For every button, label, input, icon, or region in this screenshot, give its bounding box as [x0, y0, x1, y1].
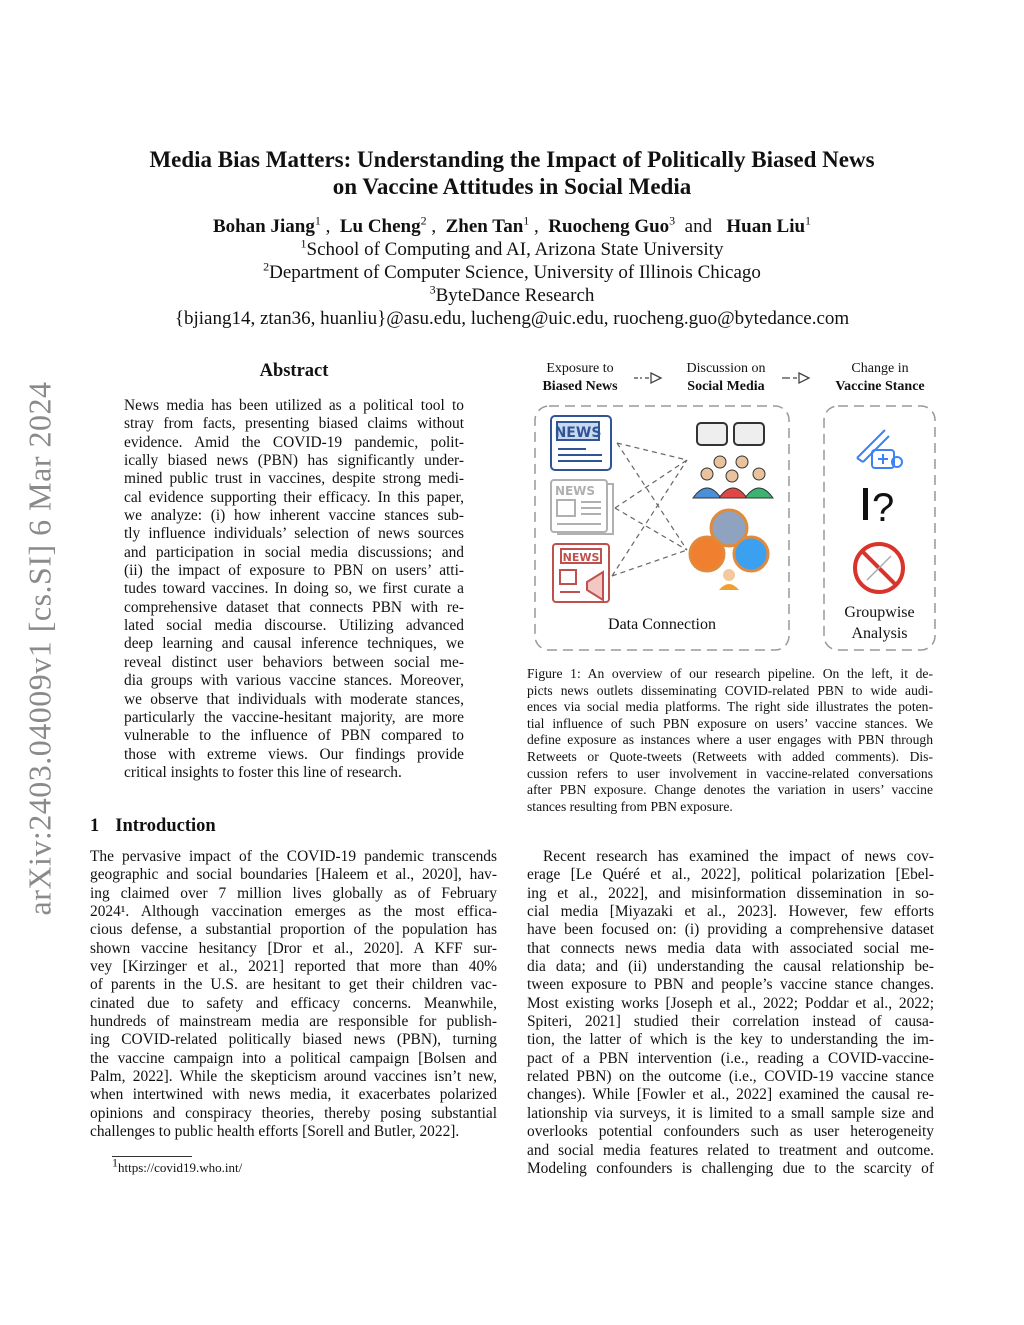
text-line: the vaccine campaign into a political campaign [Bolsen and	[90, 1049, 497, 1067]
text-line: pact of a PBN intervention (i.e., reading a COVID-vaccine-	[527, 1049, 934, 1067]
text-line: ences via social media platforms. The right side illustrates the poten-	[527, 699, 933, 715]
text-line: erage [Le Quéré et al., 2022], political polarization [Ebel-	[527, 866, 934, 884]
arxiv-identifier: arXiv:2403.04009v1 [cs.SI] 6 Mar 2024	[21, 381, 58, 916]
text-line: deep learning and causal inference techniques, we	[124, 635, 464, 653]
aff-mark: 3	[429, 282, 436, 297]
sep: ,	[431, 216, 437, 237]
aff-mark: 1	[805, 213, 812, 228]
text-line: critical insights to foster this line of research.	[124, 763, 402, 781]
footnote-mark: 1	[112, 1155, 118, 1170]
news-text: NEWS	[562, 551, 600, 564]
aff-mark: 1	[523, 213, 530, 228]
text-line: have been focused on: (i) providing a comprehensive dataset	[527, 921, 934, 939]
text-line: tion, the latter of which is the key to understanding the im-	[527, 1031, 934, 1049]
text-line: we observe that individuals with moderate stances,	[124, 690, 464, 708]
text-line: lationship via surveys, it is limited to a small sample size and	[527, 1104, 934, 1122]
stage-label: Social Media	[687, 379, 765, 394]
author-name: Zhen Tan	[445, 216, 524, 237]
text-line: particularly the vaccine-hesitant majority, are more	[124, 708, 464, 726]
intro-left-column	[90, 848, 497, 1142]
ban-vaccine-icon	[855, 544, 903, 592]
aff-mark: 1	[300, 236, 307, 251]
text-line: Spiteri, 2021] studied their correlation instead of causa-	[527, 1013, 934, 1031]
intro-heading	[90, 816, 232, 837]
text-line: overlooks potential confounders such as user heterogeneity	[527, 1123, 934, 1141]
text-line: after PBN exposure. Change denotes the variation in users’ vaccine	[527, 782, 933, 798]
text-line: when intertwined with news media, it exacerbates polarized	[90, 1086, 497, 1104]
text-line: Recent research has examined the impact of news cov-	[543, 848, 934, 865]
connection-lines	[612, 443, 687, 576]
text-line: lated social media discourse. Utilizing advanced	[124, 617, 464, 635]
groupwise-line: Analysis	[851, 625, 908, 642]
text-line: define exposure as instances where a user engages with PBN through	[527, 732, 933, 748]
aff-mark: 1	[314, 213, 321, 228]
text-line: ing et al., 2022], and misinformation dissemination in so-	[527, 884, 934, 902]
text-line: Most existing works [Joseph et al., 2022; Poddar et al., 2022;	[527, 994, 934, 1012]
text-line: geographic and social boundaries [Haleem et al., 2020], hav-	[90, 866, 497, 884]
paper-title	[60, 146, 964, 200]
text-line: Modeling confounders is challenging due to the scarcity of	[527, 1159, 934, 1177]
affiliation	[60, 284, 964, 307]
text-line: we analyze: (i) how inherent vaccine stances sub-	[124, 507, 464, 525]
text-line: cussion refers to user involvement in vaccine-related conversations	[527, 765, 933, 781]
text-line: cal evidence supporting their efficacy. In this paper,	[124, 488, 464, 506]
text-line: changes). While [Fowler et al., 2022] examined the causal re-	[527, 1086, 934, 1104]
affiliation	[60, 261, 964, 284]
section-title: Introduction	[115, 816, 216, 836]
text-line: those with extreme views. Our findings provide	[124, 745, 464, 763]
text-line: 2024¹. Although vaccination emerges as the most effica-	[90, 903, 497, 921]
text-line: challenges to public health efforts [Sorell and Butler, 2022].	[90, 1123, 460, 1141]
text-line: dia data; and (ii) understanding the causal relationship be-	[527, 958, 934, 976]
text-line: and social media features related to treatment and outcome.	[527, 1141, 934, 1159]
abstract-body	[124, 397, 464, 782]
data-connection-label: Data Connection	[608, 616, 716, 633]
aff-mark: 2	[420, 213, 427, 228]
svg-text:?: ?	[872, 486, 895, 530]
groupwise-label	[824, 602, 935, 644]
vaccine-icon	[857, 430, 902, 468]
text-line: cial media [Miyazaki et al., 2023]. However, few efforts	[527, 903, 934, 921]
discussion-group-icon	[693, 423, 773, 498]
author-block	[60, 215, 964, 330]
aff-text: Department of Computer Science, University of Illinois Chicago	[269, 262, 761, 283]
text-line: evidence. Amid the COVID-19 pandemic, polit-	[124, 433, 464, 451]
aff-text: ByteDance Research	[435, 285, 595, 306]
text-line: (ii) the impact of exposure to PBN on users’ atti-	[124, 562, 464, 580]
stage-label: Biased News	[542, 379, 618, 394]
author-name: Ruocheng Guo	[548, 216, 670, 237]
text-line: that connects news media data with associated social me-	[527, 939, 934, 957]
sep: ,	[325, 216, 331, 237]
text-line: dia groups with various vaccine stances. Moreover,	[124, 672, 464, 690]
text-line: shown vaccine hesitancy [Dror et al., 2020]. A KFF sur-	[90, 939, 497, 957]
text-line: tly influence individuals’ selection of news sources	[124, 525, 464, 543]
text-line: picts news outlets disseminating COVID-related PBN to wide audi-	[527, 682, 933, 698]
author-name: Bohan Jiang	[212, 216, 315, 237]
title-line: on Vaccine Attitudes in Social Media	[332, 174, 692, 199]
text-line: ing claimed over 7 million lives globally as of February	[90, 884, 497, 902]
text-line: tween exposure to PBN and people’s vaccine stance changes.	[527, 976, 934, 994]
text-line: Retweets or Quote-tweets (Retweets with added comments). Dis-	[527, 748, 933, 764]
groupwise-line: Groupwise	[844, 604, 915, 621]
sep: and	[684, 216, 713, 237]
news-text: NEWS	[554, 484, 596, 498]
text-line: The pervasive impact of the COVID-19 pandemic transcends	[90, 848, 497, 865]
text-line: stances resulting from PBN exposure.	[527, 798, 733, 814]
footnote-link[interactable]: https://covid19.who.int/	[118, 1160, 243, 1175]
text-line: vey [Kirzinger et al., 2021] reported that more than 40%	[90, 958, 497, 976]
text-line: mined public trust in vaccines, despite strong medi-	[124, 470, 464, 488]
section-number: 1	[90, 816, 100, 836]
author-list	[60, 215, 964, 238]
stage-label: Exposure to	[546, 361, 614, 376]
arrow-icon	[634, 373, 809, 383]
emails: {bjiang14, ztan36, huanliu}@asu.edu, lucheng@uic.edu, ruocheng.guo@bytedance.com	[174, 308, 850, 329]
text-line: cinated due to safety and efficacy concerns. Meanwhile,	[90, 994, 497, 1012]
text-line: hundreds of mainstream media are responsible for publish-	[90, 1013, 497, 1031]
text-line: tial influence of such PBN exposure on users’ vaccine stances. We	[527, 715, 933, 731]
author-name: Lu Cheng	[339, 216, 421, 237]
aff-mark: 3	[669, 213, 676, 228]
footnote	[112, 1155, 243, 1176]
text-line: ing COVID-related politically biased news (PBN), turning	[90, 1031, 497, 1049]
stance-faces-icon	[690, 510, 768, 590]
text-line: cious defense, a substantial proportion of the population has	[90, 921, 497, 939]
text-line: of parents in the U.S. are hesitant to get their children vac-	[90, 976, 497, 994]
stage-label: Discussion on	[686, 361, 766, 376]
stage-label: Change in	[851, 361, 909, 376]
intro-right-column	[527, 848, 934, 1178]
affiliation	[60, 238, 964, 261]
news-text: NEWS	[554, 425, 602, 441]
figure-1	[527, 358, 937, 653]
text-line: News media has been utilized as a political tool to	[124, 397, 464, 414]
text-line: comprehensive dataset that connects PBN with re-	[124, 598, 464, 616]
stage-label: Vaccine Stance	[835, 379, 925, 394]
text-line: tudes toward vaccines. In doing so, we first curate a	[124, 580, 464, 598]
aff-mark: 2	[263, 259, 270, 274]
text-line: Palm, 2022]. While the skepticism around vaccines isn’t new,	[90, 1068, 497, 1086]
figure-caption	[527, 666, 933, 815]
author-name: Huan Liu	[726, 216, 806, 237]
text-line: reveal distinct user behaviors between social me-	[124, 653, 464, 671]
footnote-rule	[112, 1156, 192, 1157]
sep: ,	[534, 216, 539, 237]
text-line: opinions and conspiracy theories, thereby posing substantial	[90, 1104, 497, 1122]
text-line: Figure 1: An overview of our research pipeline. On the left, it de-	[527, 666, 933, 681]
text-line: related PBN) on the outcome (i.e., COVID-19 vaccine stance	[527, 1068, 934, 1086]
uncertain-icon	[863, 486, 894, 530]
aff-text: School of Computing and AI, Arizona State University	[306, 239, 724, 260]
title-line: Media Bias Matters: Understanding the Impact of Politically Biased News	[149, 147, 875, 172]
text-line: ically biased news (PBN) has significantly under-	[124, 452, 464, 470]
text-line: stray from facts, presenting biased claims without	[124, 415, 464, 433]
text-line: vulnerable to the influence of PBN compared to	[124, 727, 464, 745]
abstract-heading: Abstract	[259, 361, 329, 381]
text-line: and participation in social media discussions; and	[124, 543, 464, 561]
